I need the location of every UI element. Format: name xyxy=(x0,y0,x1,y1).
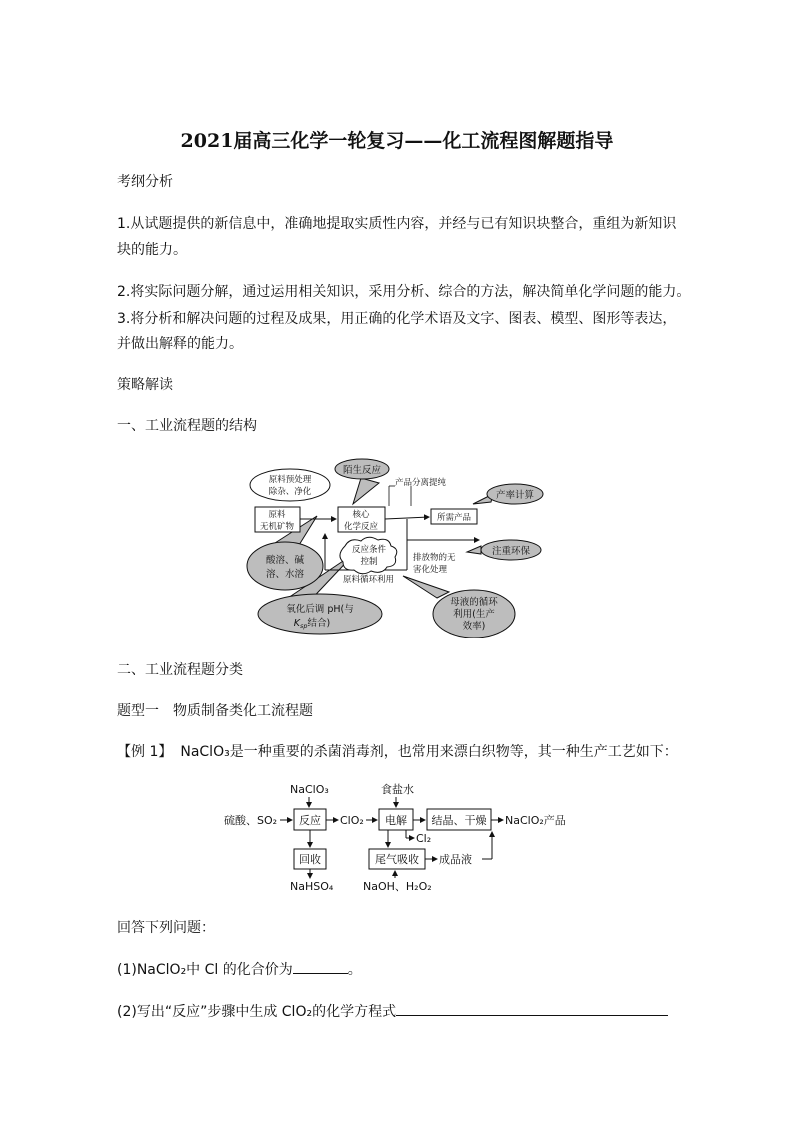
tail-gas-label: 尾气吸收 xyxy=(375,853,419,866)
kaogang-item-2: 2.将实际问题分解，通过运用相关知识，采用分析、综合的方法，解决简单化学问题的能力。 xyxy=(117,284,691,300)
product-liquid-output: 成品液 xyxy=(439,853,472,866)
recover-label: 回收 xyxy=(299,853,321,866)
oxidation-label-2-rest: 结合) xyxy=(307,618,331,629)
mother-liquor-label-1: 母液的循环 xyxy=(450,597,498,608)
cl2-output: Cl₂ xyxy=(416,832,432,845)
reactants-label: 硫酸、SO₂ xyxy=(224,814,278,827)
dissolution-label-2: 溶、水溶 xyxy=(265,569,305,580)
yield-label: 产率计算 xyxy=(495,490,535,501)
kaogang-item-3-line-2: 并做出解释的能力。 xyxy=(117,336,243,352)
kaogang-item-1-line-1: 1.从试题提供的新信息中，准确地提取实质性内容，并经与已有知识块整合，重组为新知识 xyxy=(117,216,677,232)
type-1-heading: 题型一 物质制备类化工流程题 xyxy=(117,703,313,719)
mother-liquor-label-2: 利用(生产 xyxy=(453,609,495,620)
kaogang-item-1-line-2: 块的能力。 xyxy=(117,242,187,258)
raw-material-label-1: 原料 xyxy=(268,510,286,520)
raw-material-label-2: 无机矿物 xyxy=(259,522,295,532)
question-2-text: (2)写出“反应”步骤中生成 ClO₂的化学方程式 xyxy=(117,1004,397,1020)
pretreatment-label-1: 原料预处理 xyxy=(268,475,312,485)
section-celue: 策略解读 xyxy=(117,377,173,393)
flow-structure-diagram xyxy=(245,458,545,638)
page-title: 2021届高三化学一轮复习——化工流程图解题指导 xyxy=(180,130,614,152)
example-label: 【例 1】 xyxy=(117,744,173,760)
recycle-label: 原料循环利用 xyxy=(343,575,395,585)
reaction-label: 反应 xyxy=(299,814,321,827)
question-1-end: 。 xyxy=(347,962,362,978)
electrolysis-label: 电解 xyxy=(385,814,407,827)
waste-label-1: 排放物的无 xyxy=(413,553,456,563)
question-1-blank[interactable] xyxy=(293,959,348,974)
crystallize-label: 结晶、干燥 xyxy=(431,814,487,827)
core-reaction-label-1: 核心 xyxy=(352,510,370,520)
clo2-label: ClO₂ xyxy=(340,814,364,827)
nahso4-output: NaHSO₄ xyxy=(290,880,334,893)
brine-input: 食盐水 xyxy=(381,783,414,796)
dissolution-ellipse xyxy=(247,542,323,590)
naclo3-input: NaClO₃ xyxy=(290,783,329,796)
naclo2-process-diagram xyxy=(220,778,580,898)
waste-label-2: 害化处理 xyxy=(413,565,448,575)
product-label: 所需产品 xyxy=(436,513,472,523)
condition-label-2: 控制 xyxy=(360,557,378,567)
question-2 xyxy=(117,1001,668,1022)
strange-reaction-label: 陌生反应 xyxy=(342,465,382,476)
ksp-symbol: K xyxy=(293,618,300,629)
oxidation-label-2 xyxy=(294,617,330,630)
core-reaction-label-2: 化学反应 xyxy=(343,522,379,532)
pretreatment-label-2: 除杂、净化 xyxy=(268,487,312,497)
product-output: NaClO₂产品 xyxy=(505,814,566,827)
answer-intro: 回答下列问题： xyxy=(117,920,215,936)
absorbent-input: NaOH、H₂O₂ xyxy=(363,880,432,893)
heading-classify: 二、工业流程题分类 xyxy=(117,662,243,678)
condition-label-1: 反应条件 xyxy=(351,545,387,555)
environment-label: 注重环保 xyxy=(491,546,531,557)
mother-liquor-label-3: 效率) xyxy=(462,621,486,632)
ksp-subscript: sp xyxy=(300,622,308,630)
example-1 xyxy=(117,742,678,762)
kaogang-item-3-line-1: 3.将分析和解决问题的过程及成果，用正确的化学术语及文字、图表、模型、图形等表达， xyxy=(117,311,677,327)
example-text: NaClO₃是一种重要的杀菌消毒剂，也常用来漂白织物等，其一种生产工艺如下： xyxy=(180,744,678,760)
condition-cloud xyxy=(340,537,397,574)
heading-structure: 一、工业流程题的结构 xyxy=(117,418,257,434)
question-2-blank[interactable] xyxy=(396,1001,668,1016)
section-kaogang: 考纲分析 xyxy=(117,174,173,190)
question-1 xyxy=(117,959,362,980)
dissolution-label-1: 酸溶、碱 xyxy=(265,555,305,566)
oxidation-label-1: 氧化后调 pH(与 xyxy=(286,604,354,615)
separation-label: 产品分离提纯 xyxy=(395,478,447,488)
question-1-text: (1)NaClO₂中 Cl 的化合价为 xyxy=(117,962,293,978)
